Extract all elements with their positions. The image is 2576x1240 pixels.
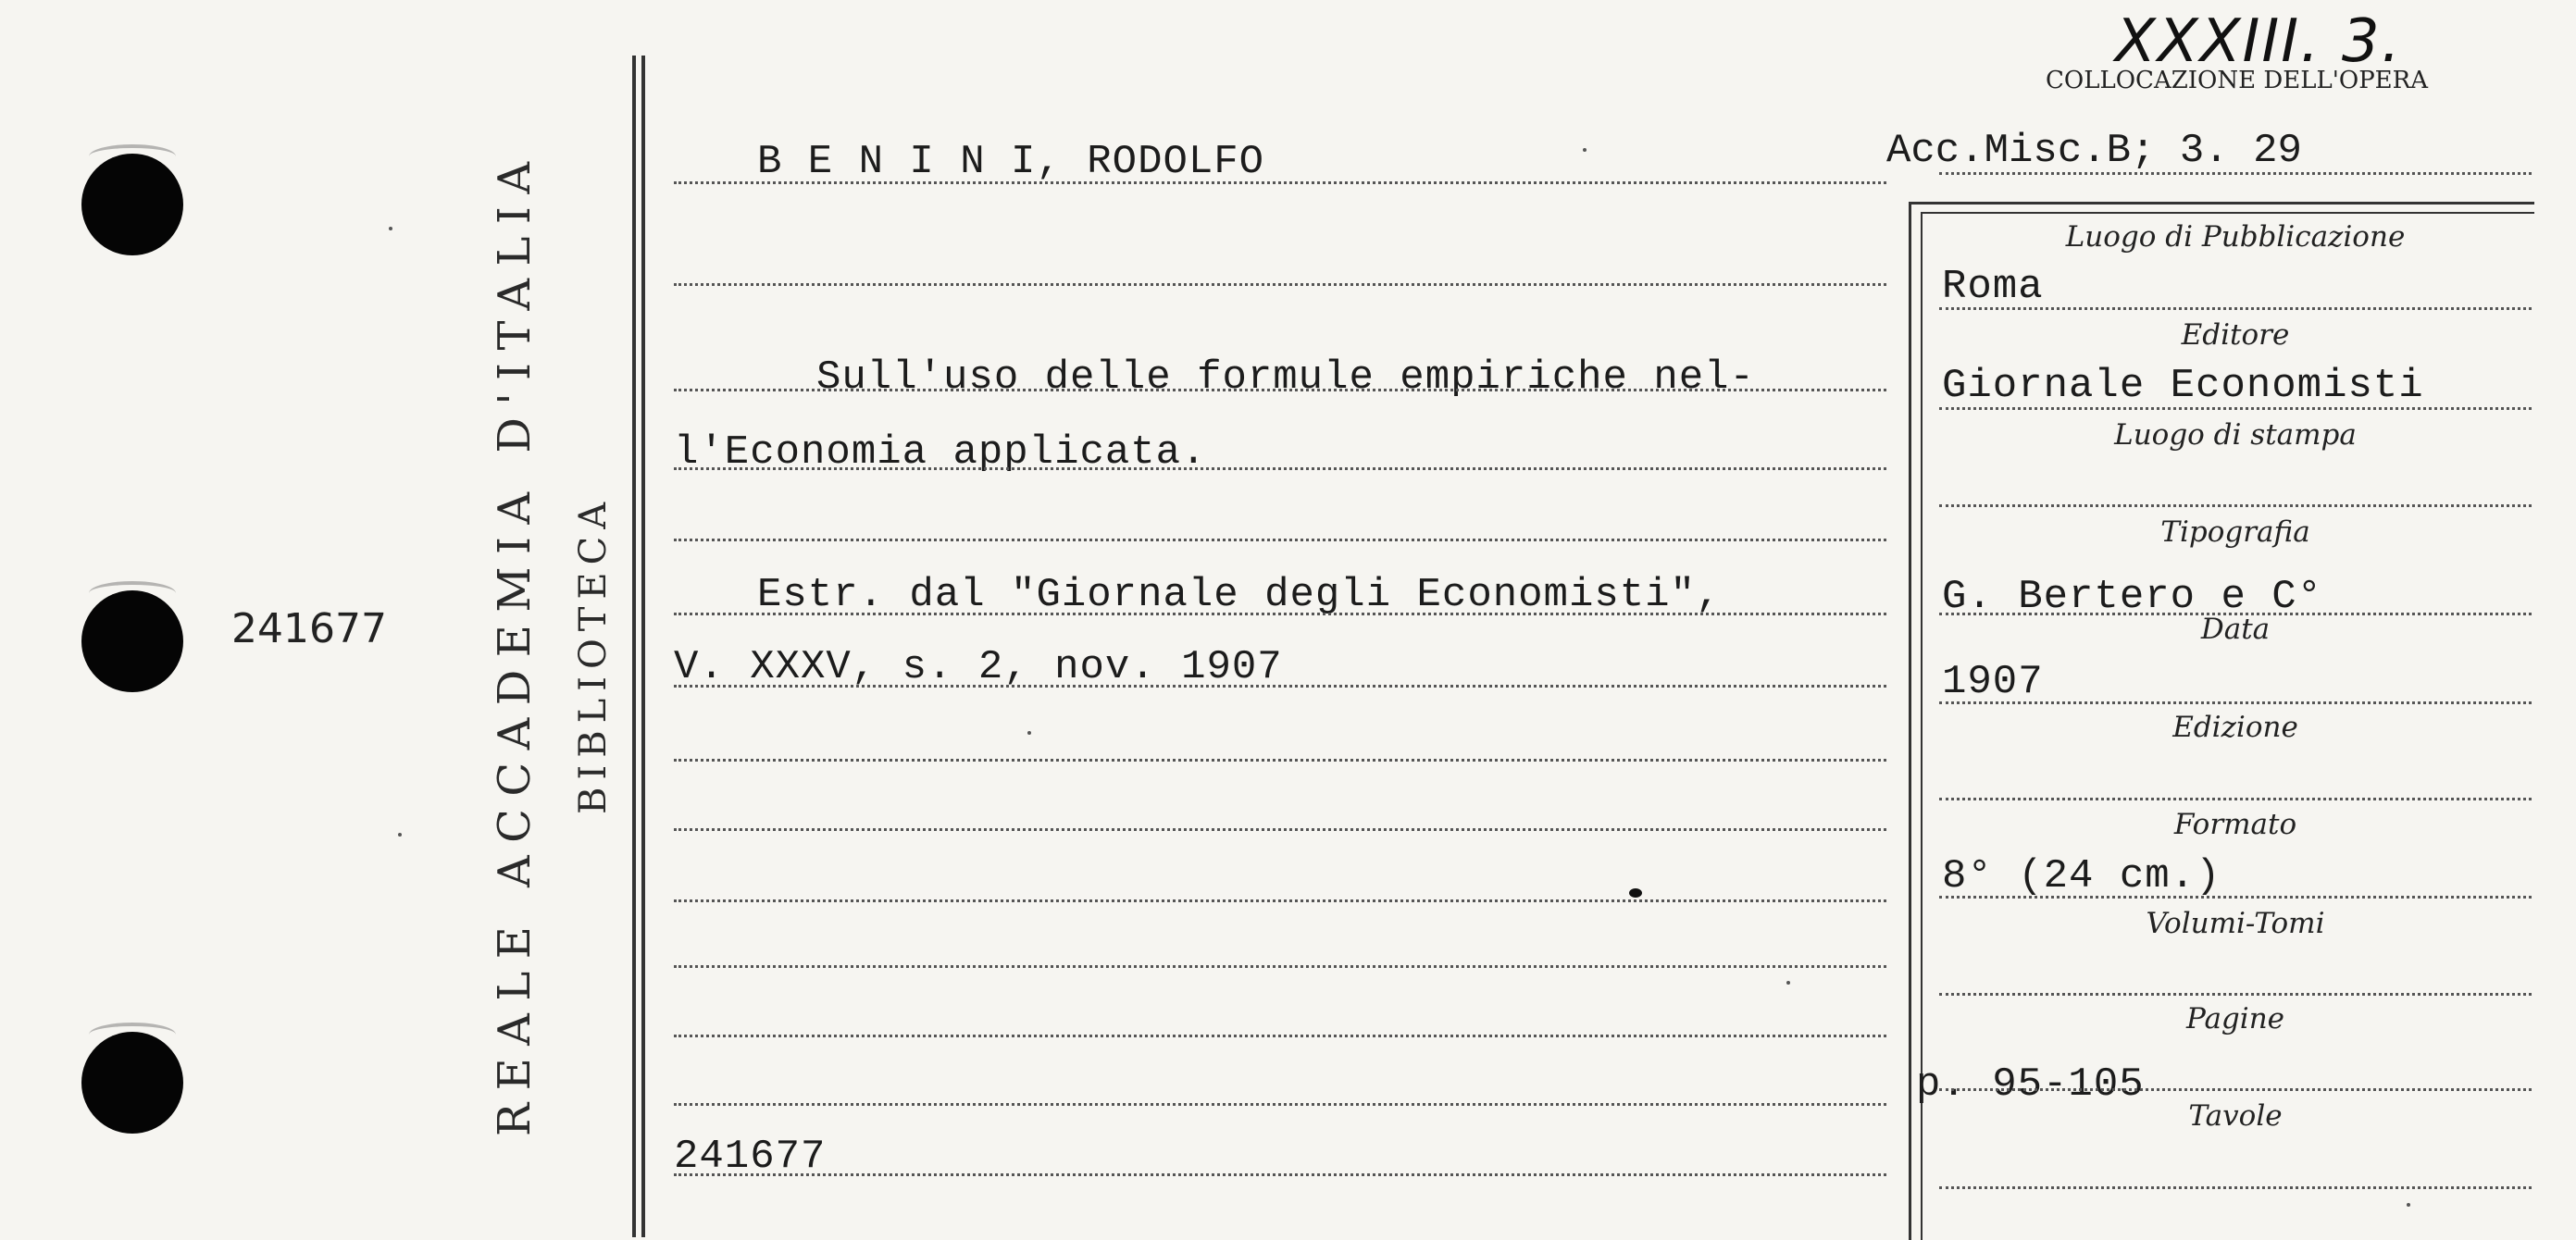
- punch-hole-middle: [81, 590, 183, 692]
- field-label-pagine: Pagine: [2185, 1002, 2285, 1035]
- paper-speck: [1786, 981, 1790, 985]
- inventory-number-bottom: 241677: [674, 1134, 827, 1180]
- department-name: BIBLIOTECA: [572, 494, 615, 814]
- author-line: B E N I N I, RODOLFO: [757, 139, 1265, 185]
- field-value-formato: 8° (24 cm.): [1942, 853, 2221, 899]
- ruled-line: [674, 283, 1886, 286]
- field-rule: [1939, 1186, 2532, 1189]
- field-rule: [1939, 504, 2532, 507]
- field-rule: [1939, 307, 2532, 310]
- field-label-data: Data: [2200, 613, 2271, 646]
- institution-name: REALE ACCADEMIA D'ITALIA: [489, 149, 541, 1136]
- paper-speck: [1027, 731, 1031, 735]
- inventory-number-side: 241677: [231, 605, 387, 652]
- field-label-tipografia: Tipografia: [2160, 515, 2310, 549]
- collocazione-handwritten: XXXIII. 3.: [2115, 7, 2402, 76]
- field-value-luogo-pubblicazione: Roma: [1942, 264, 2044, 310]
- ruled-line: [674, 613, 1886, 615]
- ruled-line: [674, 828, 1886, 831]
- source-line-2: V. XXXV, s. 2, nov. 1907: [674, 644, 1283, 690]
- field-rule: [1939, 798, 2532, 800]
- field-label-editore: Editore: [2181, 318, 2290, 352]
- field-label-luogo-stampa: Luogo di stampa: [2114, 418, 2357, 452]
- ruled-line: [674, 1103, 1886, 1106]
- ruled-line: [674, 467, 1886, 470]
- field-value-pagine: p. 95-105: [1916, 1061, 2145, 1108]
- field-label-luogo-pubblicazione: Luogo di Pubblicazione: [2065, 220, 2406, 254]
- margin-rule-inner: [641, 56, 645, 1237]
- field-label-volumi-tomi: Volumi-Tomi: [2146, 907, 2325, 940]
- field-value-tipografia: G. Bertero e C°: [1942, 574, 2323, 620]
- punch-hole-top: [81, 154, 183, 255]
- collocazione-label: COLLOCAZIONE DELL'OPERA: [2046, 67, 2429, 94]
- paper-speck: [1629, 888, 1642, 898]
- ruled-line: [674, 759, 1886, 762]
- ruled-line: [674, 1035, 1886, 1037]
- paper-speck: [1583, 148, 1587, 152]
- ruled-line: [674, 965, 1886, 968]
- margin-rule-outer: [632, 56, 636, 1237]
- field-rule: [1939, 407, 2532, 410]
- field-rule: [1939, 701, 2532, 704]
- ruled-line: [674, 1173, 1886, 1176]
- ruled-line: [674, 899, 1886, 902]
- title-line-1: Sull'uso delle formule empiriche nel-: [816, 354, 1755, 401]
- paper-speck: [2407, 1203, 2410, 1207]
- source-line-1: Estr. dal "Giornale degli Economisti",: [757, 572, 1722, 618]
- field-label-tavole: Tavole: [2188, 1099, 2283, 1133]
- field-rule: [1939, 1088, 2532, 1091]
- punch-hole-bottom: [81, 1032, 183, 1134]
- shelfmark: Acc.Misc.B; 3. 29: [1886, 128, 2302, 174]
- ruled-line: [674, 539, 1886, 541]
- field-value-data: 1907: [1942, 659, 2044, 705]
- paper-speck: [389, 227, 392, 230]
- field-rule: [1939, 896, 2532, 899]
- field-value-editore: Giornale Economisti: [1942, 363, 2424, 409]
- field-label-edizione: Edizione: [2172, 711, 2298, 744]
- paper-speck: [398, 833, 402, 837]
- title-line-2: l'Economia applicata.: [674, 429, 1207, 476]
- field-rule: [1939, 993, 2532, 996]
- ruled-line: [674, 685, 1886, 688]
- ruled-line: [674, 389, 1886, 391]
- field-label-formato: Formato: [2173, 808, 2297, 841]
- shelfmark-rule: [1939, 172, 2532, 175]
- ruled-line: [674, 181, 1886, 184]
